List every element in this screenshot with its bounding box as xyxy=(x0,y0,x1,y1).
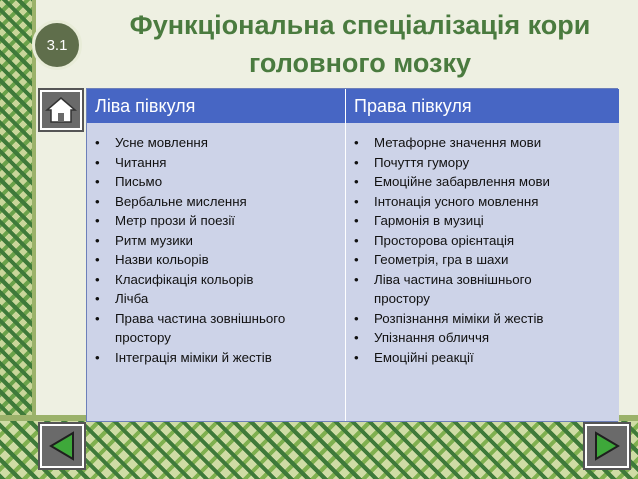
previous-slide-button[interactable] xyxy=(40,424,84,468)
slide-title xyxy=(110,6,610,82)
next-slide-button[interactable] xyxy=(585,424,629,468)
bullet: • xyxy=(95,271,100,287)
bullet: • xyxy=(95,349,100,365)
list-item-text: Почуття гумору xyxy=(374,154,470,170)
left-hemisphere-list xyxy=(95,133,337,367)
list-item xyxy=(95,328,337,348)
list-item-text: Лічба xyxy=(115,291,149,306)
list-item-text: Читання xyxy=(115,154,167,170)
bullet: • xyxy=(95,252,100,267)
list-item xyxy=(354,348,611,368)
bullet: • xyxy=(95,310,100,326)
bullet: • xyxy=(95,154,100,170)
list-item-text: Назви кольорів xyxy=(115,252,209,267)
list-item xyxy=(354,192,611,212)
right-hemisphere-header: Права півкуля xyxy=(345,89,619,123)
list-item xyxy=(354,133,611,153)
embroidery-ornament-left xyxy=(0,0,32,479)
list-item-text: Упізнання обличчя xyxy=(374,330,490,345)
right-hemisphere-cell xyxy=(345,123,619,421)
bullet: • xyxy=(354,213,359,228)
list-item xyxy=(95,172,337,192)
list-item xyxy=(354,172,611,192)
bullet: • xyxy=(95,213,100,228)
list-item xyxy=(354,211,611,231)
bullet: • xyxy=(95,193,100,209)
bullet: • xyxy=(354,135,359,150)
list-item xyxy=(95,348,337,368)
bullet: • xyxy=(354,154,359,170)
list-item-text: Усне мовлення xyxy=(115,135,208,150)
home-icon xyxy=(44,95,78,125)
list-item-text: Інтеграція міміки й жестів xyxy=(115,349,272,365)
list-item-text: Метр прози й поезії xyxy=(115,213,235,228)
list-item xyxy=(354,309,611,329)
arrow-right-icon xyxy=(590,429,624,463)
slide-number-badge xyxy=(32,20,82,70)
list-item-text: Емоційні реакції xyxy=(374,349,474,365)
ornament-edge xyxy=(32,0,36,479)
embroidery-ornament-bottom xyxy=(0,415,638,479)
list-item xyxy=(95,309,337,329)
list-item-text: Ритм музики xyxy=(115,232,193,248)
list-item-text: простору xyxy=(115,330,171,345)
list-item-text: Гармонія в музиці xyxy=(374,213,484,228)
bullet: • xyxy=(354,271,359,287)
home-button[interactable] xyxy=(40,90,82,130)
list-item-text: Права частина зовнішнього xyxy=(115,310,286,326)
list-item-text: Вербальне мислення xyxy=(115,193,247,209)
list-item xyxy=(354,270,611,290)
hemispheres-table xyxy=(86,88,618,422)
list-item xyxy=(354,153,611,173)
list-item-text: Інтонація усного мовлення xyxy=(374,193,539,209)
bullet: • xyxy=(95,232,100,248)
slide-number: 3.1 xyxy=(46,36,68,54)
list-item xyxy=(354,289,611,309)
bullet: • xyxy=(95,291,100,306)
list-item-text: Ліва частина зовнішнього xyxy=(374,271,532,287)
list-item xyxy=(95,270,337,290)
list-item xyxy=(95,231,337,251)
list-item-text: Письмо xyxy=(115,174,163,189)
list-item-text: Метафорне значення мови xyxy=(374,135,542,150)
list-item-text: Геометрія, гра в шахи xyxy=(374,252,509,267)
bullet: • xyxy=(354,310,359,326)
list-item-text: Просторова орієнтація xyxy=(374,232,515,248)
bullet xyxy=(95,328,115,348)
left-hemisphere-header: Ліва півкуля xyxy=(87,89,345,123)
right-hemisphere-list xyxy=(354,133,611,367)
list-item xyxy=(95,211,337,231)
bullet: • xyxy=(354,174,359,189)
list-item-text: Класифікація кольорів xyxy=(115,271,254,287)
arrow-left-icon xyxy=(45,429,79,463)
bullet: • xyxy=(354,232,359,248)
list-item xyxy=(95,250,337,270)
list-item xyxy=(354,250,611,270)
bullet: • xyxy=(95,174,100,189)
list-item xyxy=(354,231,611,251)
list-item xyxy=(95,133,337,153)
bullet: • xyxy=(354,349,359,365)
bullet xyxy=(354,289,374,309)
list-item xyxy=(354,328,611,348)
left-hemisphere-cell xyxy=(87,123,345,421)
bullet: • xyxy=(354,252,359,267)
bullet: • xyxy=(354,193,359,209)
bullet: • xyxy=(95,135,100,150)
list-item-text: Розпізнання міміки й жестів xyxy=(374,310,544,326)
title-line-2: головного мозку xyxy=(249,48,471,78)
title-line-1: Функціональна спеціалізація кори xyxy=(129,10,591,40)
bullet: • xyxy=(354,330,359,345)
list-item-text: Емоційне забарвлення мови xyxy=(374,174,550,189)
list-item-text: простору xyxy=(374,291,430,306)
list-item xyxy=(95,153,337,173)
list-item xyxy=(95,289,337,309)
list-item xyxy=(95,192,337,212)
